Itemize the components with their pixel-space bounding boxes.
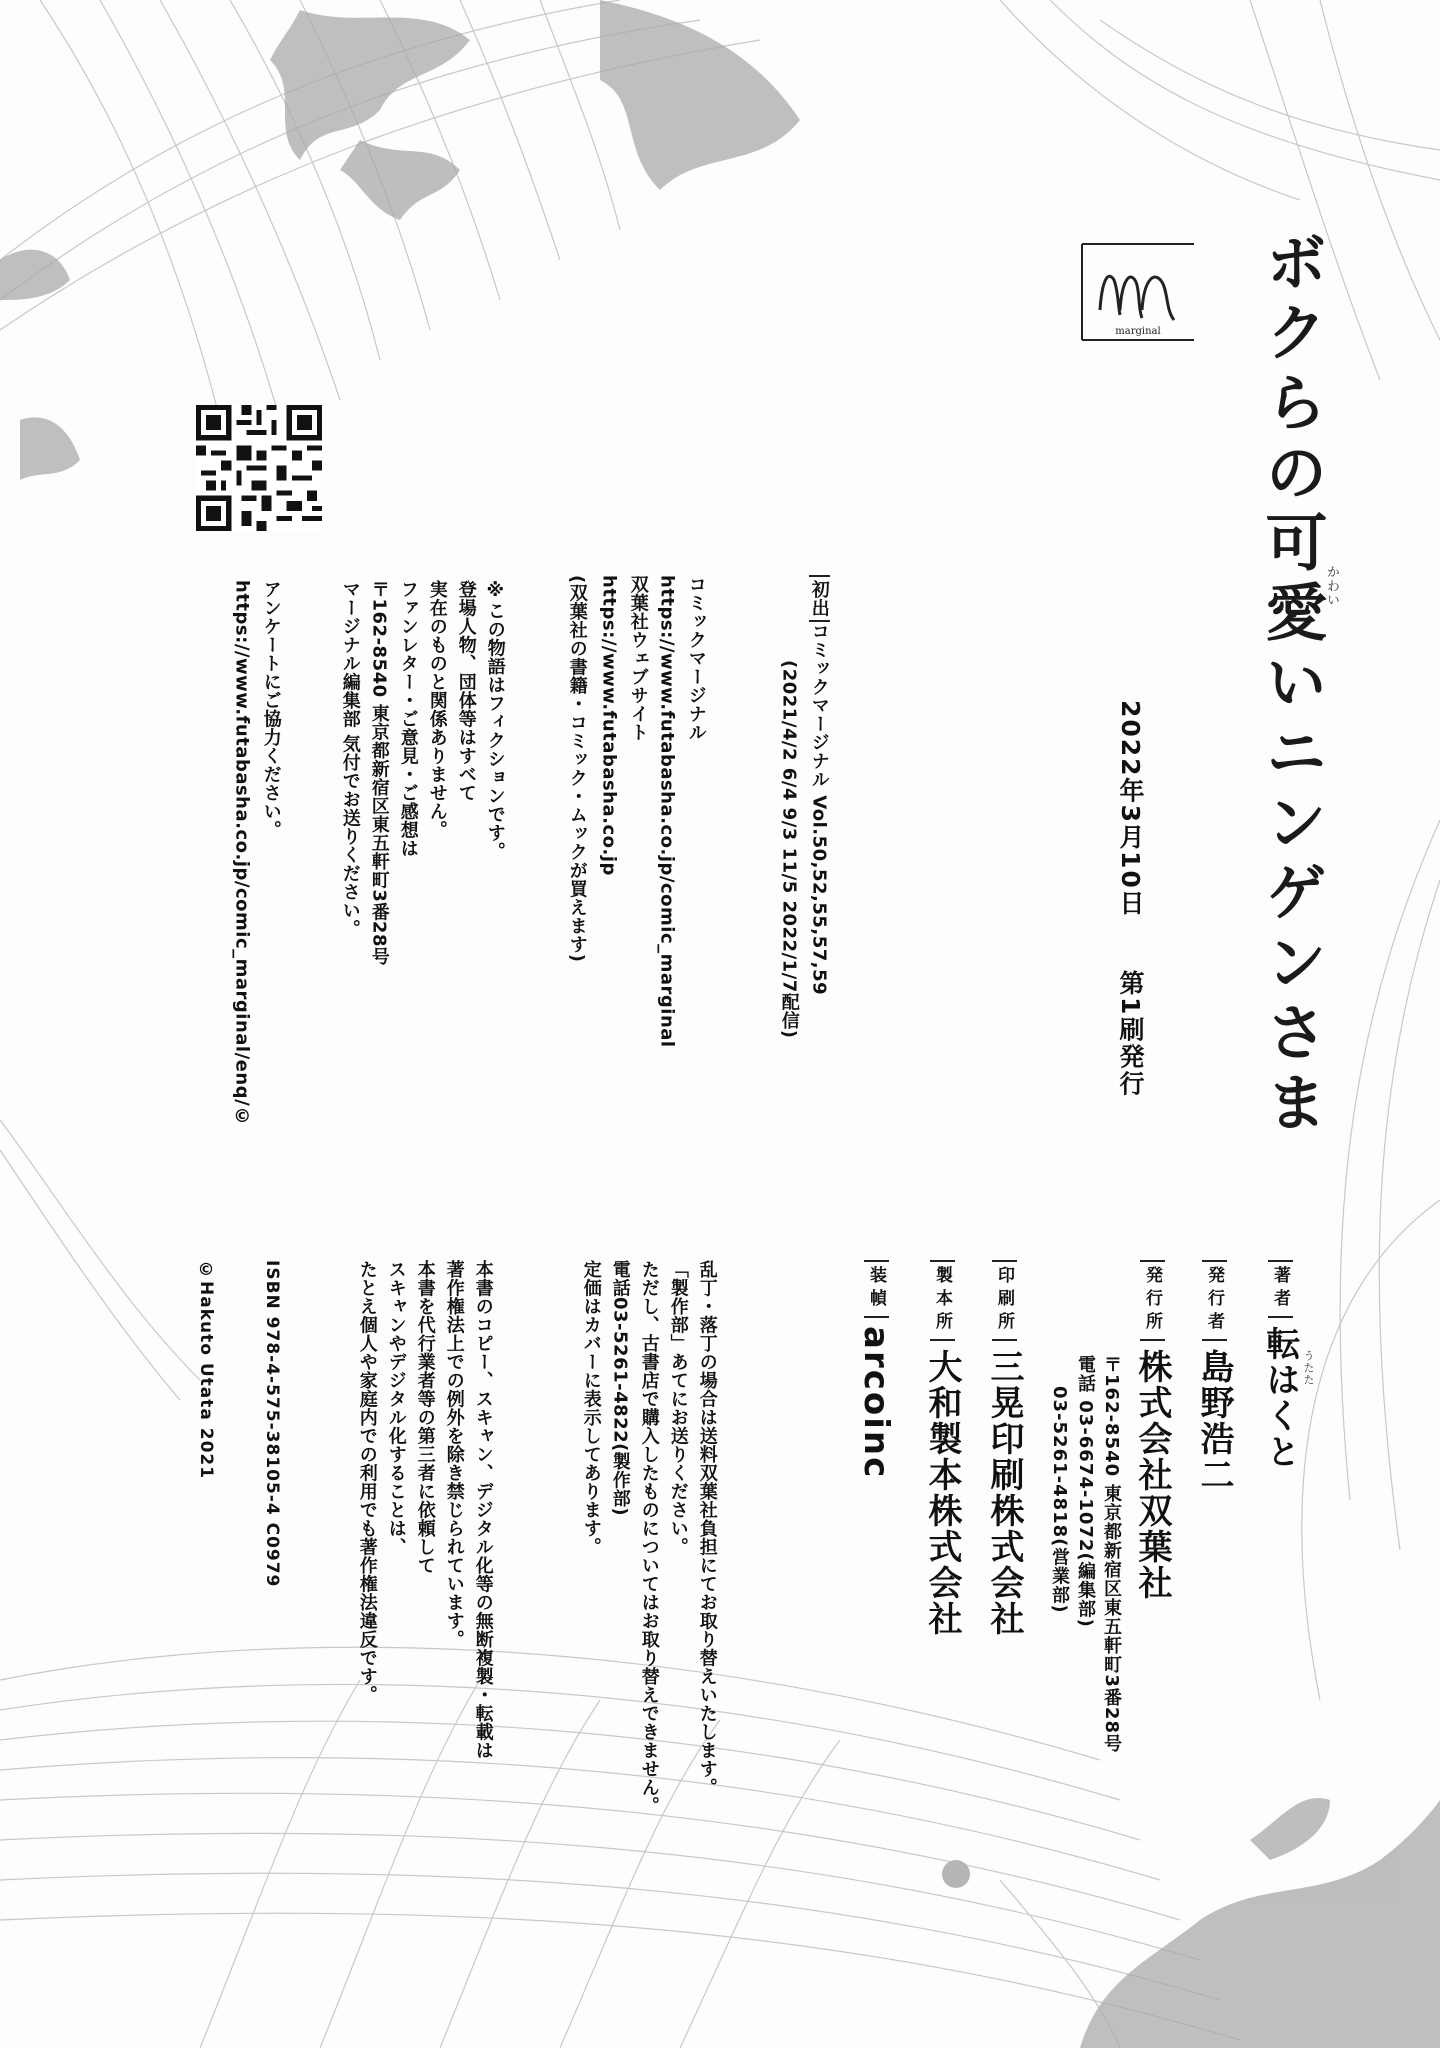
- credit-binder-label: 製本所: [930, 1260, 955, 1341]
- credit-publisher-label: 発行者: [1202, 1260, 1227, 1341]
- returns-line5: 定価はカバーに表示してあります。: [580, 1260, 602, 1556]
- isbn: ISBN 978-4-575-38105-4 C0979: [262, 1260, 282, 1588]
- returns-line4: 電話03-5261-4822(製作部): [609, 1260, 631, 1517]
- credit-printer: [980, 1260, 1029, 1637]
- publication-date: 2022年3月10日: [1116, 700, 1145, 917]
- copyright: ©Hakuto Utata 2021: [196, 1260, 216, 1480]
- credit-binder: [918, 1260, 967, 1637]
- copy-notice-line4: スキャンやデジタル化することは、: [385, 1260, 407, 1556]
- credit-design-label: 装幀: [864, 1260, 889, 1318]
- fan-letter-dept: マージナル編集部 気付でお送りください。: [339, 580, 361, 939]
- qr-code-icon[interactable]: [196, 405, 322, 531]
- copy-notice-line3: 本書を代行業者等の第三者に依頼して: [414, 1260, 436, 1575]
- house-phone-editorial: 電話 03-6674-1072(編集部): [1075, 1355, 1096, 1628]
- title-ruby: かわい: [1324, 565, 1339, 607]
- first-appearance-line1: [808, 575, 829, 995]
- house-phone-sales: 03-5261-4818(営業部): [1049, 1386, 1070, 1614]
- credit-publisher-value: 島野浩二: [1194, 1349, 1234, 1493]
- credit-design-value: arcoinc: [856, 1326, 896, 1480]
- fiction-note-2: 登場人物、団体等はすべて: [455, 580, 477, 802]
- futabasha-name: 双葉社ウェブサイト: [627, 575, 649, 742]
- futabasha-note: (双葉社の書籍・コミック・ムックが買えます): [566, 575, 588, 963]
- fiction-note-3: 実在のものと関係ありません。: [426, 580, 448, 839]
- credit-publishing-house: [1128, 1260, 1177, 1601]
- logo-wordmark: marginal: [1115, 326, 1161, 337]
- book-title: ボクらの可愛いニンゲンさま: [1255, 230, 1328, 1140]
- returns-line1: 乱丁・落丁の場合は送料双葉社負担にてお取り替えいたします。: [696, 1260, 718, 1797]
- fan-letter-note: ファンレター・ご意見・ご感想は: [397, 580, 419, 858]
- author-ruby: うたた: [1302, 1350, 1315, 1386]
- copy-notice-line5: たとえ個人や家庭内での利用でも著作権法違反です。: [356, 1260, 378, 1704]
- first-appearance-magazine: コミックマージナル Vol.50,52,55,57,59: [808, 622, 830, 996]
- returns-line3: ただし、古書店で購入したものについてはお取り替えできません。: [638, 1260, 660, 1815]
- credit-binder-value: 大和製本株式会社: [922, 1349, 962, 1637]
- credit-author-value: 転はくと: [1260, 1326, 1300, 1470]
- credit-design: [856, 1260, 896, 1479]
- copy-notice-line2: 著作権法上での例外を除き禁じられています。: [443, 1260, 465, 1649]
- credit-author-label: 著者: [1268, 1260, 1293, 1318]
- credit-publisher: [1190, 1260, 1239, 1493]
- copy-notice-line1: 本書のコピー、スキャン、デジタル化等の無断複製・転載は: [472, 1260, 494, 1760]
- futabasha-url[interactable]: https://www.futabasha.co.jp: [598, 575, 620, 876]
- first-appearance-dates: (2021/4/2 6/4 9/3 11/5 2022/1/7配信): [778, 660, 800, 1039]
- returns-line2: 「製作部」あてにお送りください。: [667, 1260, 689, 1556]
- comic-marginal-url[interactable]: https://www.futabasha.co.jp/comic_marginal: [656, 575, 678, 1048]
- credit-printer-value: 三晃印刷株式会社: [984, 1349, 1024, 1637]
- fiction-note: ※この物語はフィクションです。: [484, 580, 506, 861]
- publication-edition: 第1刷発行: [1116, 970, 1145, 1098]
- survey-url[interactable]: https://www.futabasha.co.jp/comic_marginal/enq/©: [231, 580, 253, 1128]
- credit-printer-label: 印刷所: [992, 1260, 1017, 1341]
- house-address: 〒162-8540 東京都新宿区東五軒町3番28号: [1101, 1355, 1122, 1753]
- credit-author: [1256, 1260, 1305, 1470]
- credit-house-value: 株式会社双葉社: [1132, 1349, 1172, 1601]
- survey-note: アンケートにご協力ください。: [260, 580, 282, 839]
- credit-house-label: 発行所: [1140, 1260, 1165, 1341]
- fan-letter-address: 〒162-8540 東京都新宿区東五軒町3番28号: [368, 580, 390, 966]
- marginal-logo: [1078, 240, 1198, 344]
- comic-marginal-name: コミックマージナル: [685, 575, 707, 742]
- first-appearance-label: 初出: [809, 575, 830, 622]
